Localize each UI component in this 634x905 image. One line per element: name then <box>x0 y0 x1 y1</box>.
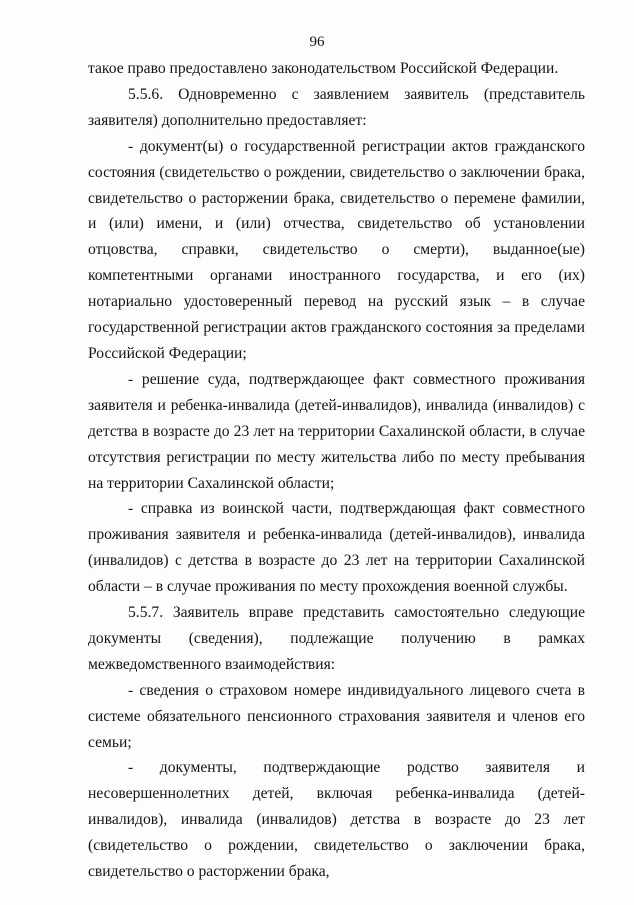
body-text <box>88 56 585 885</box>
paragraph-continuation: такое право предоставлено законодательством Российской Федерации. <box>88 60 559 77</box>
list-item-insurance-number: - сведения о страховом номере индивидуального лицевого счета в системе обязательного пенсионного страхования заявителя и членов его семьи; <box>88 681 585 751</box>
paragraph-5-5-7: 5.5.7. Заявитель вправе представить самостоятельно следующие документы (сведения), подлежащие получению в рамках межведомственного взаимодействия: <box>88 604 585 673</box>
page-number: 96 <box>309 34 325 50</box>
list-item-court-decision: - решение суда, подтверждающее факт совместного проживания заявителя и ребенка-инвалида (детей-инвалидов), инвалида (инвалидов) с детства в возрасте до 23 лет на территории Сахалинской области, в случае отсутствия регистрации по месту жительства либо по месту пребывания на территории Сахалинской области; <box>88 370 585 492</box>
list-item-military-unit-certificate: - справка из воинской части, подтверждающая факт совместного проживания заявителя и ребенка-инвалида (детей-инвалидов), инвалида (инвалидов) с детства в возрасте до 23 лет на территории Сахалинской области – в случае проживания по месту прохождения военной службы. <box>88 500 585 596</box>
list-item-civil-status-documents: - документ(ы) о государственной регистрации актов гражданского состояния (свидетельство о рождении, свидетельство о заключении брака, свидетельство о расторжении брака, свидетельство о перемене фамилии, и (или) имени, и (или) отчества, свидетельство об установлении отцовства, справки, свидетельство о смерти), выданное(ые) компетентными органами иностранного государства, и его (их) нотариально удостоверенный перевод на русский язык – в случае государственной регистрации актов гражданского состояния за пределами Российской Федерации; <box>88 137 585 362</box>
paragraph-5-5-6: 5.5.6. Одновременно с заявлением заявитель (представитель заявителя) дополнительно предоставляет: <box>88 85 585 129</box>
list-item-kinship-documents: - документы, подтверждающие родство заявителя и несовершеннолетних детей, включая ребенка-инвалида (детей-инвалидов), инвалида (инвалидов) детства в возрасте до 23 лет (свидетельство о рождении, свидетельство о заключении брака, свидетельство о расторжении брака, <box>88 759 585 881</box>
